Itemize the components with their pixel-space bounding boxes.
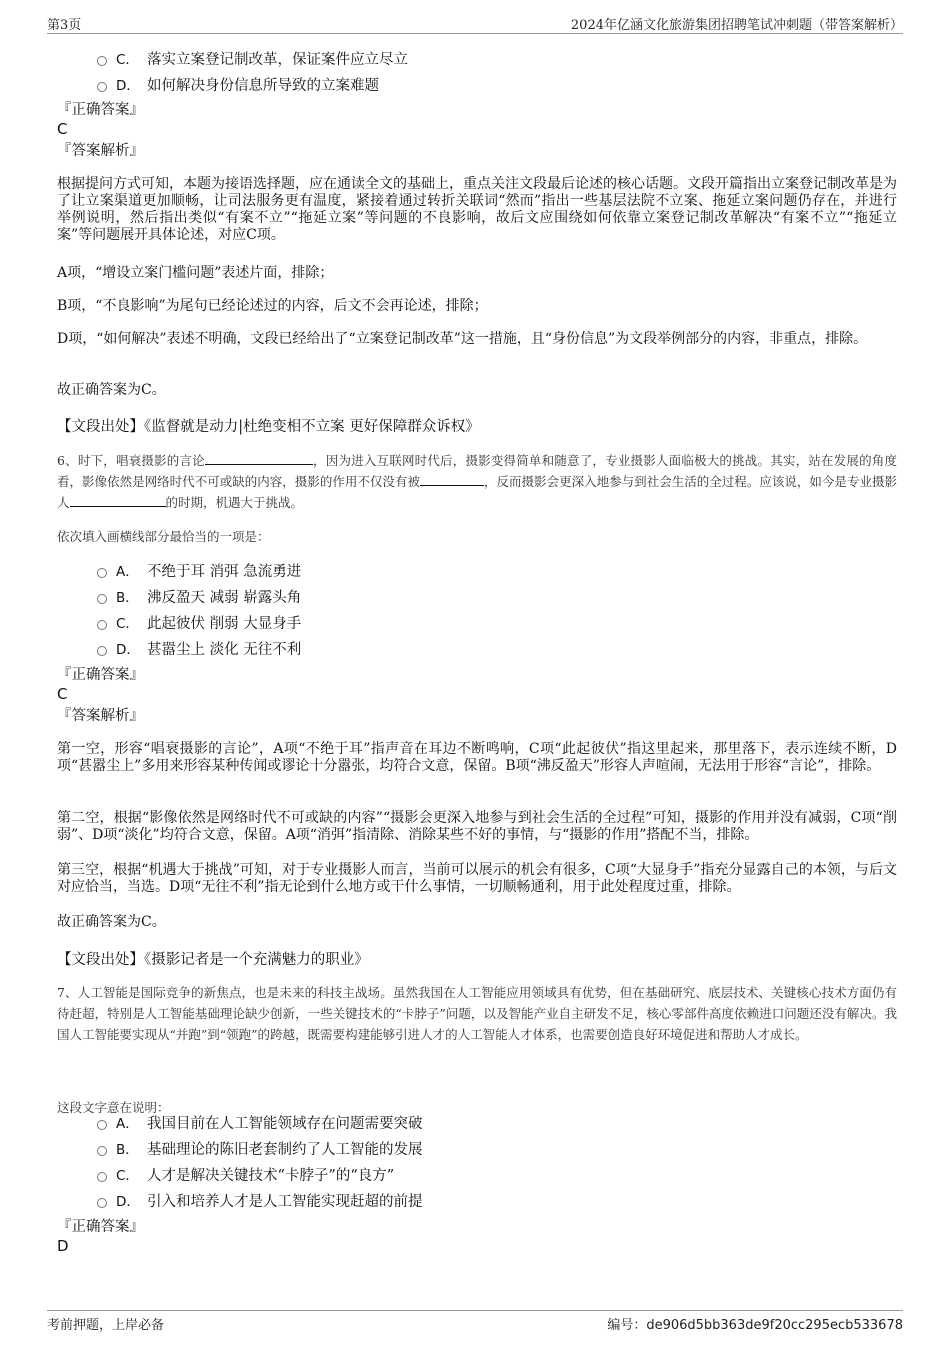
q5-analysis-b: B项，“不良影响”为尾句已经论述过的内容，后文不会再论述，排除；	[57, 298, 488, 314]
q6-analysis-second: 第二空，根据“影像依然是网络时代不可或缺的内容”“摄影会更深入地参与到社会生活的全过程”可知，摄影的作用并没有减弱，C项“削弱”、D项“淡化”均符合文意，保留。A项“消弭”指清除、消除某些不好的事情，与“摄影的作用”搭配不当，排除。	[57, 810, 897, 843]
q6-option-b[interactable]: B． 沸反盈天 减弱 崭露头角	[97, 586, 301, 604]
q7-answer-label: 『正确答案』	[57, 1219, 144, 1235]
q5-analysis-main: 根据提问方式可知，本题为接语选择题，应在通读全文的基础上，重点关注文段最后论述的核心话题。文段开篇指出立案登记制改革是为了让立案渠道更加顺畅，让司法服务更有温度，紧接着通过转折关联词“然而”指出一些基层法院不立案、拖延立案问题仍存在，并进行举例说明，然后指出类似“有案不立”“拖延立案”等问题的不良影响，故后文应围绕如何依靠立案登记制改革解决“有案不立”“拖延立案”等问题展开具体论述，对应C项。	[57, 176, 897, 243]
q7-option-d[interactable]: D． 引入和培养人才是人工智能实现赶超的前提	[97, 1190, 423, 1208]
question-number: 7、	[57, 985, 78, 1000]
radio-icon[interactable]	[97, 82, 107, 92]
q5-conclusion: 故正确答案为C。	[57, 382, 166, 398]
q6-option-d[interactable]: D． 甚嚣尘上 淡化 无往不利	[97, 638, 301, 656]
footer-slogan: 考前押题，上岸必备	[47, 1318, 165, 1333]
fill-blank-3	[70, 495, 166, 507]
radio-icon[interactable]	[97, 646, 107, 656]
q7-prompt: 这段文字意在说明：	[57, 1100, 170, 1115]
radio-icon[interactable]	[97, 56, 107, 66]
q5-analysis-a: A项，“增设立案门槛问题”表述片面，排除；	[57, 265, 334, 281]
radio-icon[interactable]	[97, 620, 107, 630]
q7-option-a[interactable]: A． 我国目前在人工智能领域存在问题需要突破	[97, 1112, 423, 1130]
q5-answer: C	[57, 120, 68, 138]
q7-option-b[interactable]: B． 基础理论的陈旧老套制约了人工智能的发展	[97, 1138, 423, 1156]
document-title: 2024年亿涵文化旅游集团招聘笔试冲刺题（带答案解析）	[570, 18, 903, 33]
q5-analysis-d: D项，“如何解决”表述不明确，文段已经给出了“立案登记制改革”这一措施，且“身份信息”为文段举例部分的内容，非重点，排除。	[57, 331, 868, 347]
page-header	[47, 14, 903, 34]
q7-option-c[interactable]: C． 人才是解决关键技术“卡脖子”的“良方”	[97, 1164, 394, 1182]
q6-stem: 6、时下，唱衰摄影的言论 ，因为进入互联网时代后，摄影变得简单和随意了，专业摄影人面临极大的挑战。其实，站在发展的角度看，影像依然是网络时代不可或缺的内容，摄影的作用不仅没有被 ，反而摄影会更深入地参与到社会生活的全过程。应该说，如今是专业摄影人 的时期，机遇大于挑战。	[57, 453, 897, 510]
question-number: 6、	[57, 453, 78, 468]
fill-blank-2	[420, 474, 484, 486]
document-id: 编号：de906d5bb363de9f20cc295ecb533678	[607, 1318, 903, 1333]
radio-icon[interactable]	[97, 594, 107, 604]
q5-answer-label: 『正确答案』	[57, 102, 144, 118]
q6-prompt: 依次填入画横线部分最恰当的一项是：	[57, 529, 270, 544]
q5-analysis-label: 『答案解析』	[57, 143, 144, 159]
fill-blank-1	[205, 453, 313, 465]
q5-option-c[interactable]: C． 落实立案登记制改革，保证案件应立尽立	[97, 48, 408, 66]
q6-answer-label: 『正确答案』	[57, 667, 144, 683]
radio-icon[interactable]	[97, 1198, 107, 1208]
radio-icon[interactable]	[97, 568, 107, 578]
radio-icon[interactable]	[97, 1146, 107, 1156]
q5-source: 【文段出处】《监督就是动力|杜绝变相不立案 更好保障群众诉权》	[57, 419, 480, 435]
radio-icon[interactable]	[97, 1120, 107, 1130]
q6-option-a[interactable]: A． 不绝于耳 消弭 急流勇进	[97, 560, 301, 578]
q7-answer: D	[57, 1237, 69, 1255]
page-number: 第3页	[47, 18, 82, 33]
q6-option-c[interactable]: C． 此起彼伏 削弱 大显身手	[97, 612, 301, 630]
q7-stem: 7、人工智能是国际竞争的新焦点，也是未来的科技主战场。虽然我国在人工智能应用领域具有优势，但在基础研究、底层技术、关键核心技术方面仍有待赶超，特别是人工智能基础理论缺少创新，一些关键技术的“卡脖子”问题，以及智能产业自主研发不足，核心零部件高度依赖进口问题还没有解决。我国人工智能要实现从“并跑”到“领跑”的跨越，既需要构建能够引进人才的人工智能人才体系，也需要创造良好环境促进和帮助人才成长。	[57, 985, 897, 1042]
q6-source: 【文段出处】《摄影记者是一个充满魅力的职业》	[57, 952, 369, 968]
q5-option-d[interactable]: D． 如何解决身份信息所导致的立案难题	[97, 74, 379, 92]
q6-analysis-label: 『答案解析』	[57, 708, 144, 724]
q6-answer: C	[57, 685, 68, 703]
radio-icon[interactable]	[97, 1172, 107, 1182]
q6-analysis-third: 第三空，根据“机遇大于挑战”可知，对于专业摄影人而言，当前可以展示的机会有很多，C项“大显身手”指充分显露自己的本领，与后文对应恰当，当选。D项“无往不利”指无论到什么地方或干什么事情，一切顺畅通利，用于此处程度过重，排除。	[57, 862, 897, 895]
q6-conclusion: 故正确答案为C。	[57, 914, 166, 930]
page-footer	[47, 1310, 903, 1333]
q6-analysis-first: 第一空，形容“唱衰摄影的言论”，A项“不绝于耳”指声音在耳边不断鸣响，C项“此起彼伏”指这里起来，那里落下，表示连续不断，D项“甚嚣尘上”多用来形容某种传闻或谬论十分嚣张，均符合文意，保留。B项“沸反盈天”形容人声喧闹，无法用于形容“言论”，排除。	[57, 741, 897, 774]
